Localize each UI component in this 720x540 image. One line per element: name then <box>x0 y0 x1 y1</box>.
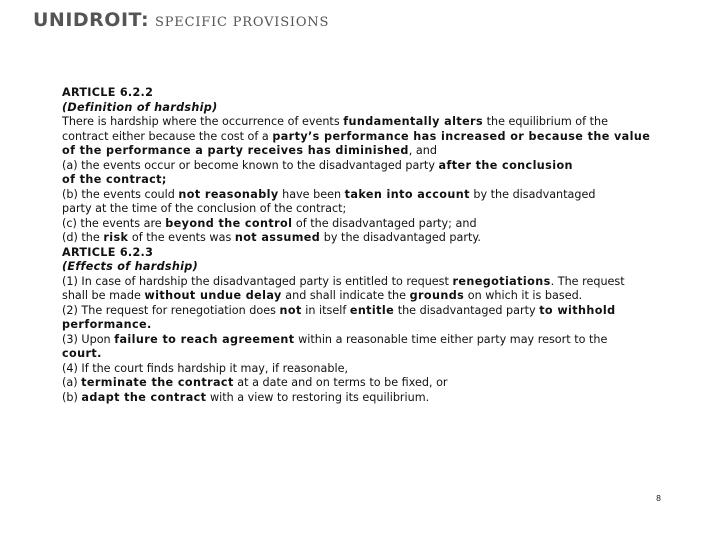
slide-body <box>62 86 682 405</box>
article-622-line-7: party at the time of the conclusion of the contract; <box>62 202 347 215</box>
article-623-subheading: (Effects of hardship) <box>62 260 198 273</box>
slide-title-sub: SPECIFIC PROVISIONS <box>155 15 330 30</box>
article-622-line-2: contract either because the cost of a party’s performance has increased or because the value <box>62 129 651 143</box>
article-623-line-9: (b) adapt the contract with a view to restoring its equilibrium. <box>62 390 430 404</box>
article-622-line-4: (a) the events occur or become known to the disadvantaged party after the conclusion <box>62 158 573 172</box>
slide-title-main: UNIDROIT: <box>33 9 150 31</box>
article-622-line-9: (d) the risk of the events was not assumed by the disadvantaged party. <box>62 231 481 244</box>
article-622-line-3: of the performance a party receives has diminished, and <box>62 144 437 157</box>
article-623-line-5: (3) Upon failure to reach agreement within a reasonable time either party may resort to the <box>62 332 608 346</box>
article-623-line-6: court. <box>62 347 102 360</box>
article-622-line-5: of the contract; <box>62 173 167 186</box>
slide-title <box>33 9 329 31</box>
article-622-heading: ARTICLE 6.2.2 <box>62 86 154 99</box>
article-623-line-4: performance. <box>62 318 152 331</box>
article-622-line-6: (b) the events could not reasonably have been taken into account by the disadvantaged <box>62 187 596 201</box>
article-622-line-8: (c) the events are beyond the control of the disadvantaged party; and <box>62 216 477 230</box>
article-623-line-1: (1) In case of hardship the disadvantaged party is entitled to request renegotiations. The request <box>62 274 625 288</box>
article-623-line-3: (2) The request for renegotiation does not in itself entitle the disadvantaged party to withhold <box>62 303 616 317</box>
article-623-line-2: shall be made without undue delay and shall indicate the grounds on which it is based. <box>62 289 583 302</box>
article-623-heading: ARTICLE 6.2.3 <box>62 245 154 259</box>
article-623-line-8: (a) terminate the contract at a date and on terms to be fixed, or <box>62 376 448 389</box>
article-622-subheading: (Definition of hardship) <box>62 100 218 114</box>
article-622-line-1: There is hardship where the occurrence of events fundamentally alters the equilibrium of the <box>62 115 608 128</box>
article-623-line-7: (4) If the court finds hardship it may, if reasonable, <box>62 361 349 375</box>
page-number: 8 <box>656 494 662 503</box>
